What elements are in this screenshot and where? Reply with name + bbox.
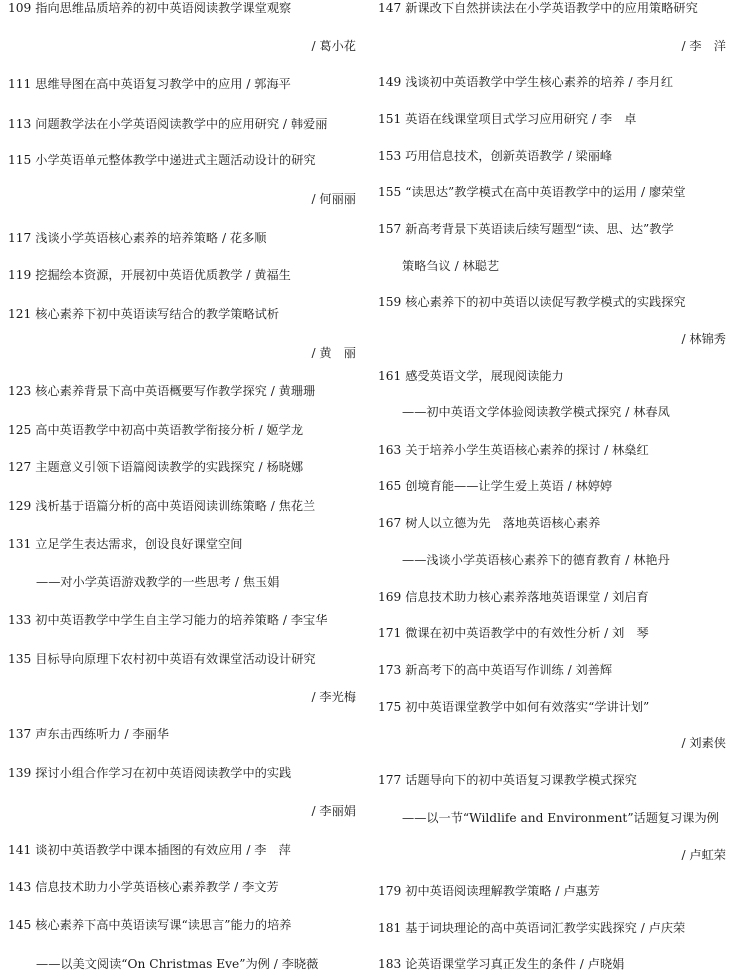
toc-entry (378, 699, 649, 715)
toc-entry (8, 612, 327, 628)
page-number: 159 (378, 295, 402, 309)
entry-title: 小学英语单元整体教学中递进式主题活动设计的研究 (35, 153, 316, 167)
page-number: 125 (8, 423, 32, 437)
entry-subtitle-line (36, 574, 279, 590)
entry-title: 话题导向下的初中英语复习课教学模式探究 (405, 773, 637, 787)
entry-title: 谈初中英语教学中课本插图的有效应用 / 李 萍 (35, 843, 291, 857)
page-number: 113 (8, 117, 32, 131)
entry-title: 核心素养下初中英语读写结合的教学策略试析 (35, 307, 280, 321)
entry-title: 浅谈小学英语核心素养的培养策略 / 花多顺 (35, 231, 267, 245)
page-number: 131 (8, 537, 32, 551)
entry-title: 树人以立德为先 落地英语核心素养 (405, 516, 601, 530)
entry-title: 浅析基于语篇分析的高中英语阅读训练策略 / 焦花兰 (35, 499, 316, 513)
page-number: 155 (378, 185, 402, 199)
entry-title: 初中英语教学中学生自主学习能力的培养策略 / 李宝华 (35, 613, 328, 627)
page-number: 179 (378, 884, 402, 898)
entry-title: 论英语课堂学习真正发生的条件 / 卢晓娟 (405, 957, 625, 971)
entry-title: 核心素养下高中英语读写课“读思言”能力的培养 (35, 918, 292, 932)
entry-author-line: / 李丽娟 (311, 804, 356, 818)
entry-title: 主题意义引领下语篇阅读教学的实践探究 / 杨晓娜 (35, 460, 304, 474)
entry-author-line: / 何丽丽 (311, 192, 356, 206)
page-number: 129 (8, 499, 32, 513)
toc-entry (378, 0, 698, 16)
page-number: 177 (378, 773, 402, 787)
entry-subtitle-line (402, 258, 499, 274)
toc-entry (8, 116, 327, 132)
entry-title: 浅谈初中英语教学中学生核心素养的培养 / 李月红 (405, 75, 674, 89)
toc-entry (378, 221, 674, 237)
page-number: 141 (8, 843, 32, 857)
page-number: 121 (8, 307, 32, 321)
entry-title: 新课改下自然拼读法在小学英语教学中的应用策略研究 (405, 1, 698, 15)
page-number: 119 (8, 268, 32, 282)
entry-title: 关于培养小学生英语核心素养的探讨 / 林燊红 (405, 443, 649, 457)
page-number: 153 (378, 149, 402, 163)
toc-entry (8, 230, 267, 246)
toc-entry (8, 726, 169, 742)
entry-title: 声东击西练听力 / 李丽华 (35, 727, 169, 741)
entry-subtitle: ——对小学英语游戏教学的一些思考 / 焦玉娟 (36, 575, 280, 589)
toc-entry (378, 772, 637, 788)
entry-title: 微课在初中英语教学中的有效性分析 / 刘 琴 (405, 626, 649, 640)
toc-entry (378, 883, 600, 899)
entry-author-line: / 林锦秀 (681, 332, 726, 346)
toc-entry (378, 478, 612, 494)
entry-subtitle: ——以一节“Wildlife and Environment”话题复习课为例 (402, 811, 719, 825)
page-number: 135 (8, 652, 32, 666)
toc-right-column (372, 0, 740, 977)
toc-entry (8, 879, 279, 895)
toc-entry (8, 459, 303, 475)
toc-entry (378, 368, 564, 384)
toc-entry (378, 111, 637, 127)
entry-title: 核心素养背景下高中英语概要写作教学探究 / 黄珊珊 (35, 384, 316, 398)
page-number: 169 (378, 590, 402, 604)
toc-entry (378, 625, 649, 641)
toc-entry (378, 442, 649, 458)
toc-entry (378, 589, 649, 605)
toc-entry (8, 76, 291, 92)
entry-title: 初中英语阅读理解教学策略 / 卢惠芳 (405, 884, 600, 898)
page-number: 147 (378, 1, 402, 15)
page-number: 181 (378, 921, 402, 935)
entry-title: 感受英语文学，展现阅读能力 (405, 369, 564, 383)
toc-entry (378, 515, 600, 531)
entry-subtitle-line (36, 956, 318, 972)
entry-title: “读思达”教学模式在高中英语教学中的运用 / 廖荣堂 (405, 185, 686, 199)
entry-author-line: / 刘素侠 (681, 736, 726, 750)
entry-title: 问题教学法在小学英语阅读教学中的应用研究 / 韩爱丽 (35, 117, 328, 131)
entry-author-line: / 卢虹荣 (681, 848, 726, 862)
entry-author-line: / 李光梅 (311, 690, 356, 704)
entry-author-line: / 李 洋 (681, 39, 726, 53)
entry-subtitle: ——以美文阅读“On Christmas Eve”为例 / 李晓薇 (36, 957, 319, 971)
toc-left-column (0, 0, 368, 977)
toc-entry (378, 920, 685, 936)
page-number: 137 (8, 727, 32, 741)
toc-entry (378, 956, 624, 972)
toc-entry (378, 184, 686, 200)
entry-subtitle: ——初中英语文学体验阅读教学模式探究 / 林春凤 (402, 405, 670, 419)
entry-subtitle-line (402, 404, 670, 420)
toc-entry (8, 0, 291, 16)
entry-title: 基于词块理论的高中英语词汇教学实践探究 / 卢庆荣 (405, 921, 686, 935)
toc-entry (8, 306, 279, 322)
page-number: 111 (8, 77, 32, 91)
toc-entry (8, 267, 291, 283)
toc-entry (8, 651, 316, 667)
page-number: 117 (8, 231, 32, 245)
page-number: 109 (8, 1, 32, 15)
page-number: 163 (378, 443, 402, 457)
page-number: 173 (378, 663, 402, 677)
toc-entry (378, 294, 686, 310)
entry-title: 巧用信息技术，创新英语教学 / 梁丽峰 (405, 149, 613, 163)
entry-title: 挖掘绘本资源，开展初中英语优质教学 / 黄福生 (35, 268, 291, 282)
entry-title: 高中英语教学中初高中英语教学衔接分析 / 姬学龙 (35, 423, 304, 437)
toc-entry (8, 917, 291, 933)
entry-subtitle: ——浅谈小学英语核心素养下的德育教育 / 林艳丹 (402, 553, 670, 567)
page-number: 165 (378, 479, 402, 493)
toc-entry (8, 383, 315, 399)
page-number: 151 (378, 112, 402, 126)
page-number: 127 (8, 460, 32, 474)
entry-title: 立足学生表达需求，创设良好课堂空间 (35, 537, 243, 551)
page-number: 133 (8, 613, 32, 627)
page-number: 149 (378, 75, 402, 89)
toc-entry (8, 765, 291, 781)
entry-title: 思维导图在高中英语复习教学中的应用 / 郭海平 (35, 77, 291, 91)
toc-entry (8, 152, 316, 168)
page-number: 183 (378, 957, 402, 971)
toc-entry (8, 536, 242, 552)
entry-title: 探讨小组合作学习在初中英语阅读教学中的实践 (35, 766, 292, 780)
entry-title: 指向思维品质培养的初中英语阅读教学课堂观察 (35, 1, 292, 15)
page-number: 143 (8, 880, 32, 894)
page-number: 167 (378, 516, 402, 530)
entry-title: 新高考背景下英语读后续写题型“读、思、达”教学 (405, 222, 674, 236)
toc-entry (8, 422, 303, 438)
entry-title: 创境育能——让学生爱上英语 / 林婷婷 (405, 479, 613, 493)
page-number: 139 (8, 766, 32, 780)
entry-author-line: / 黄 丽 (311, 346, 356, 360)
page-number: 171 (378, 626, 402, 640)
entry-title: 核心素养下的初中英语以读促写教学模式的实践探究 (405, 295, 686, 309)
toc-entry (8, 842, 291, 858)
page-number: 161 (378, 369, 402, 383)
entry-author-line: / 葛小花 (311, 39, 356, 53)
entry-title: 新高考下的高中英语写作训练 / 刘善辉 (405, 663, 613, 677)
entry-subtitle-line (402, 552, 670, 568)
toc-entry (378, 74, 673, 90)
page-number: 145 (8, 918, 32, 932)
entry-subtitle: 策略刍议 / 林聪艺 (402, 259, 500, 273)
entry-title: 信息技术助力核心素养落地英语课堂 / 刘启育 (405, 590, 649, 604)
page-number: 157 (378, 222, 402, 236)
entry-subtitle-line (402, 810, 719, 826)
toc-entry (378, 148, 612, 164)
page-number: 175 (378, 700, 402, 714)
entry-title: 信息技术助力小学英语核心素养教学 / 李文芳 (35, 880, 279, 894)
page-number: 115 (8, 153, 32, 167)
page-number: 123 (8, 384, 32, 398)
entry-title: 目标导向原理下农村初中英语有效课堂活动设计研究 (35, 652, 316, 666)
entry-title: 英语在线课堂项目式学习应用研究 / 李 卓 (405, 112, 637, 126)
toc-entry (8, 498, 315, 514)
toc-entry (378, 662, 612, 678)
entry-title: 初中英语课堂教学中如何有效落实“学讲计划” (405, 700, 650, 714)
